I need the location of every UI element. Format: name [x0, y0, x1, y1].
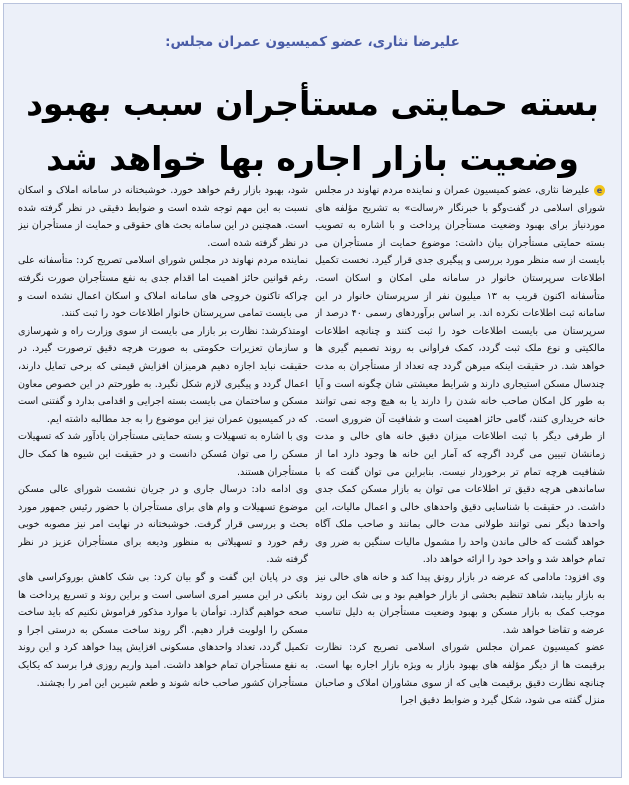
paragraph: وی افزود: مادامی که عرضه در بازار رونق پیدا کند و خانه های خالی نیز به بازار بیایند، شاهد تنظیم بخشی از بازار خواهیم بود و بی شک این روند موجب کمک به بازار مسکن و بهبود وضعیت مستأجران به دلیل تناسب عرضه و تقاضا خواهد شد. — [315, 572, 605, 636]
paragraph: نماینده مردم نهاوند در مجلس شورای اسلامی تصریح کرد: متأسفانه علی رغم قوانین حائز اهمیت اما اقدام جدی به نفع مستأجران صورت نگرفته چراکه تاکنون خروجی های سامانه املاک و اسکان اعمال نشده است و می بایست تمامی سرپرستان خانوار اطلاعات خود را ثبت کنند. — [18, 255, 308, 320]
paragraph: شود، بهبود بازار رقم خواهد خورد. خوشبختانه در سامانه املاک و اسکان نسبت به این مهم توجه شده است و ضوابط دقیقی در نظر گرفته شده است. همچنین در این سامانه بحث های حقوقی و حمایت از مستأجران نیز در نظر گرفته شده است. — [18, 185, 308, 249]
left-column — [18, 182, 308, 767]
headline — [18, 76, 607, 186]
article-page — [3, 3, 622, 778]
paragraph: وی ادامه داد: درسال جاری و در جریان نشست شورای عالی مسکن موضوع تسهیلات و وام های برای مستأجران با حضور رئیس جمهور مورد بحث و بررسی قرار گرفت. خوشبختانه در نهایت امر نیز مصوبه خوبی رقم خورد و تسهیلاتی به منظور ودیعه برای مستأجران عزیز در نظر گرفته شد. — [18, 484, 308, 566]
paragraph: عضو کمیسیون عمران مجلس شورای اسلامی تصریح کرد: نظارت برقیمت ها از دیگر مؤلفه های بهبود بازار به ویژه بازار اجاره بها است. چنانچه نظارت دقیق برقیمت هایی که از سوی مشاوران املاک و صاحبان منزل گفته می شود، شکل گیرد و ضوابط دقیق اجرا — [315, 642, 605, 707]
bullet-icon: e — [594, 185, 605, 196]
paragraph: اومتذکرشد: نظارت بر بازار می بایست از سوی وزارت راه و شهرسازی و سازمان تعزیرات حکومتی به صورت هرچه دقیق ترصورت گیرد. در حقیقت نباید اجازه دهیم هرمیزان افزایش قیمتی که برخی تمایل دارند، اعمال گردد و پیگیری لازم شکل نگیرد. به طورحتم در این خصوص معاون مسکن و ساختمان می بایست بسته اجرایی و اقدامی بدارد و گفتنی است که در کمیسیون عمران نیز این موضوع را به جد مطالبه داشته ایم. — [18, 325, 308, 425]
kicker: علیرضا نثاری، عضو کمیسیون عمران مجلس: — [165, 34, 460, 50]
headline-line-2: وضعیت بازار اجاره بها خواهد شد — [46, 139, 579, 178]
paragraph — [315, 182, 605, 569]
paragraph-text: علیرضا نثاری، عضو کمیسیون عمران و نماینده مردم نهاوند در مجلس شورای اسلامی در گفت‌وگو با خبرنگار «رسالت» به تشریح مؤلفه های موردنیاز برای بهبود وضعیت مستأجران پرداخت و با اشاره به تصویب بسته حمایتی مستأجران بیان داشت: موضوع حمایت از مستأجران می بایست از سه منظر مورد بررسی و پیگیری جدی قرار گیرد. نخست تکمیل اطلاعات سرپرستان خانوار در سامانه ملی امکان و اسکان است. متأسفانه اکنون قریب به ۱۳ میلیون نفر از سرپرستان خانوار در این سامانه ثبت اطلاعات نکرده اند. بر اساس برآوردهای رسمی ۴۰ درصد از سرپرستان می بایست اطلاعات خود را ثبت کنند و چنانچه اطلاعات مالکیتی و نوع ملک ثبت گردد، کمک فراوانی به روند تصمیم گیری ها خواهد شد. در حقیقت اینکه میرهن گردد چه تعداد از مستأجران به مدت چندسال مسکن استیجاری دارند و شرایط معیشتی شان چگونه است و آیا به طور کل امکان صاحب خانه شدن را دارند یا به هیچ وجه نمی توانند خانه خریداری کنند، گامی حائز اهمیت است و شفافیت آن ضروری است. از طرفی دیگر با ثبت اطلاعات میزان دقیق خانه های خالی و مدت زمانشان تبیین می گردد اگرچه که آمار این خانه ها وجود دارد اما از شفافیت هرچه تمام تر برخوردار نیست. بنابراین می توان گفت که با ساماندهی هرچه دقیق تر اطلاعات می توان به بازار مسکن کمک جدی داشت. در حقیقت با شناسایی دقیق واحدهای خالی و اعمال مالیات، این واحدها دیگر نمی توانند طولانی مدت خالی بمانند و صاحب ملک آگاه خواهد گشت که خالی ماندن واحد را مشمول مالیات سنگین به ضرر وی تمام خواهد شد و واحد خود را ارائه خواهد داد. — [315, 185, 605, 566]
paragraph: وی در پایان این گفت و گو بیان کرد: بی شک کاهش بوروکراسی های بانکی در این مسیر امری اساسی است و براین روند و تسریع پرداخت ها صحه خواهیم گذارد. توأمان با موارد مذکور فراموش نکنیم که باید ساخت مسکن را اولویت قرار دهیم. اگر روند ساخت مسکن به درستی اجرا و تکمیل گردد، تعداد واحدهای مسکونی افزایش پیدا خواهد کرد و این روند به نفع مستأجران تمام خواهد داشت. امید واریم روزی فرا برسد که یکایک مستأجران کشور صاحب خانه شوند و طعم شیرین این امر را بچشند. — [18, 572, 308, 689]
headline-line-1: بسته حمایتی مستأجران سبب بهبود — [26, 84, 599, 123]
paragraph: وی با اشاره به تسهیلات و بسته حمایتی مستأجران یادآور شد که تسهیلات مسکن را می توان مُسکن دانست و در حقیقت این شیوه ها کمک حال مستأجران هستند. — [18, 431, 308, 478]
right-column — [315, 182, 605, 767]
